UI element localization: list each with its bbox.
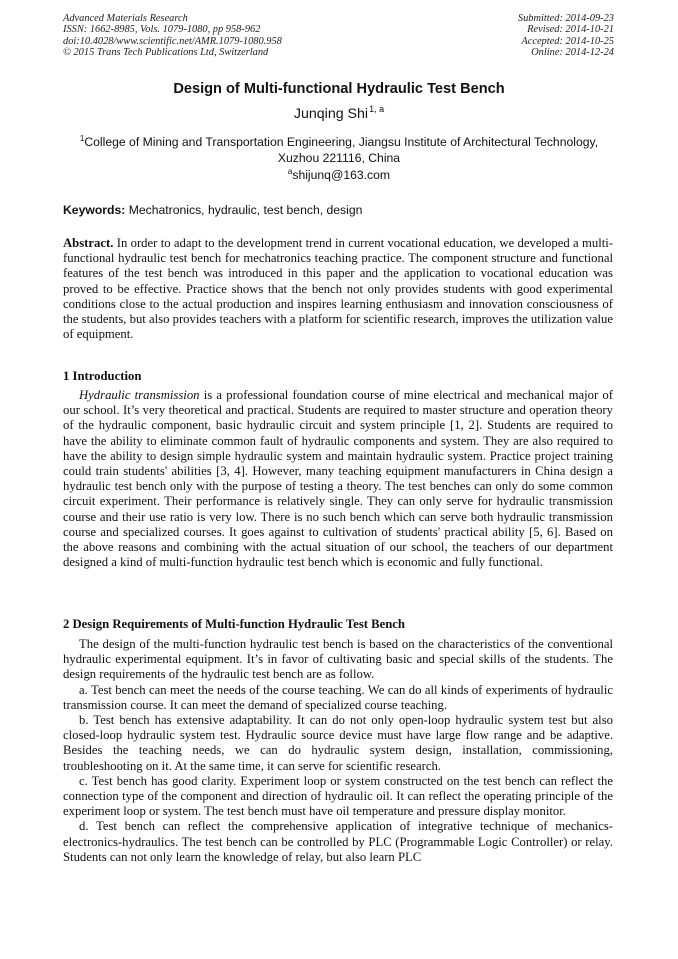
paper-title: Design of Multi-functional Hydraulic Test Bench xyxy=(173,81,505,97)
keywords xyxy=(63,203,362,217)
section-1-heading: 1 Introduction xyxy=(63,369,142,383)
journal-doi: doi:10.4028/www.scientific.net/AMR.1079-1080.958 xyxy=(63,35,282,47)
keywords-text: Mechatronics, hydraulic, test bench, design xyxy=(128,203,363,217)
email-line xyxy=(0,167,678,182)
journal-copyright: © 2015 Trans Tech Publications Ltd, Switzerland xyxy=(63,46,269,58)
affiliation-superscript: 1 xyxy=(79,134,85,143)
section-1-paragraph xyxy=(63,388,613,570)
section-1-text: is a professional foundation course of mine electrical and mechanical major of our school. It’s very theoretical and practical. Students are required to master structure and operation theory of the hydraulic component, basic hydraulic circuit and system principle [1, 2]. Students are required to have the ability to eliminate common fault of hydraulic components and system. They are also required to have the ability to design simple hydraulic system and maintain hydraulic system. Practice project training could train students' abilities [3, 4]. However, many teaching equipment manufacturers in China design a hydraulic test bench only with the purpose of testing a theory. The test benches can only do some common circuit experiment. Their performance is relatively single. They can only serve for hydraulic transmission course and their use ratio is very low. There is no such bench which can serve both hydraulic transmission course and specialized courses. It goes against to cultivation of students' practical ability [5, 6]. Based on the above reasons and combining with the actual situation of our school, the teachers of our department designed a kind of multi-function hydraulic test bench which is economic and fully functional. xyxy=(63,388,613,570)
journal-issn: ISSN: 1662-8985, Vols. 1079-1080, pp 958-962 xyxy=(63,24,261,36)
date-accepted: Accepted: 2014-10-25 xyxy=(521,35,614,47)
author-name: Junqing Shi xyxy=(293,106,369,122)
section-2-body xyxy=(63,637,613,865)
abstract-text: In order to adapt to the development trend in current vocational education, we developed a multi-functional hydraulic test bench for mechatronics teaching practice. The component structure and functional features of the test bench was introduced in this paper and the application to vocational education was proved to be effective. Practice shows that the bench not only provides students with good experimental conditions close to the actual production and inspires learning enthusiasm and innovation consciousness of the students, but also provides teachers with a platform for scientific research, improves the utilization value of equipment. xyxy=(63,236,613,342)
section-2-paragraph-c: c. Test bench has good clarity. Experiment loop or system constructed on the test bench can reflect the connection type of the component and direction of hydraulic oil. It can reflect the operating principle of the experiment loop or system. The test bench must have oil temperature and pressure display monitor. xyxy=(63,773,613,819)
section-2-paragraph-intro: The design of the multi-function hydraulic test bench is based on the characteristics of the conventional hydraulic experimental equipment. It’s in favor of cultivating basic and special skills of the students. The design requirements of the hydraulic test bench are as follow. xyxy=(63,637,613,682)
date-submitted: Submitted: 2014-09-23 xyxy=(517,13,614,24)
section-2-paragraph-a: a. Test bench can meet the needs of the course teaching. We can do all kinds of experiments of hydraulic transmission course. It can meet the demand of specialized course teaching. xyxy=(63,682,613,712)
abstract xyxy=(63,236,613,342)
email-address: shijunq@163.com xyxy=(292,168,391,182)
journal-info-block xyxy=(63,13,282,58)
date-revised: Revised: 2014-10-21 xyxy=(527,24,614,36)
journal-name: Advanced Materials Research xyxy=(63,13,188,24)
section-1-italic-term: Hydraulic transmission xyxy=(79,388,200,402)
author-superscript: 1, a xyxy=(369,104,385,114)
dates-block xyxy=(518,13,614,58)
date-online: Online: 2014-12-24 xyxy=(531,46,614,58)
email-superscript: a xyxy=(287,167,293,176)
author-line xyxy=(0,104,678,122)
affiliation xyxy=(64,131,614,166)
section-2-paragraph-d: d. Test bench can reflect the comprehensive application of integrative technique of mechanics-electronics-hydraulics. The test bench can be controlled by PLC (Programmable Logic Controller) or relay. Students can not only learn the knowledge of relay, but also learn PLC xyxy=(63,819,613,864)
affiliation-text: College of Mining and Transportation Engineering, Jiangsu Institute of Architectural Technology, Xuzhou 221116, China xyxy=(84,135,599,165)
section-1-body xyxy=(63,388,613,570)
section-2-heading: 2 Design Requirements of Multi-function Hydraulic Test Bench xyxy=(63,617,405,631)
abstract-label: Abstract. xyxy=(63,236,114,250)
keywords-label: Keywords: xyxy=(63,203,126,217)
section-2-paragraph-b: b. Test bench has extensive adaptability. It can do not only open-loop hydraulic system test but also closed-loop hydraulic system test. Hydraulic source device must have large flow range and be adaptive. Besides the teaching needs, we can do hydraulic system design, installation, commissioning, troubleshooting on it. At the same time, it can serve for scientific research. xyxy=(63,713,613,773)
